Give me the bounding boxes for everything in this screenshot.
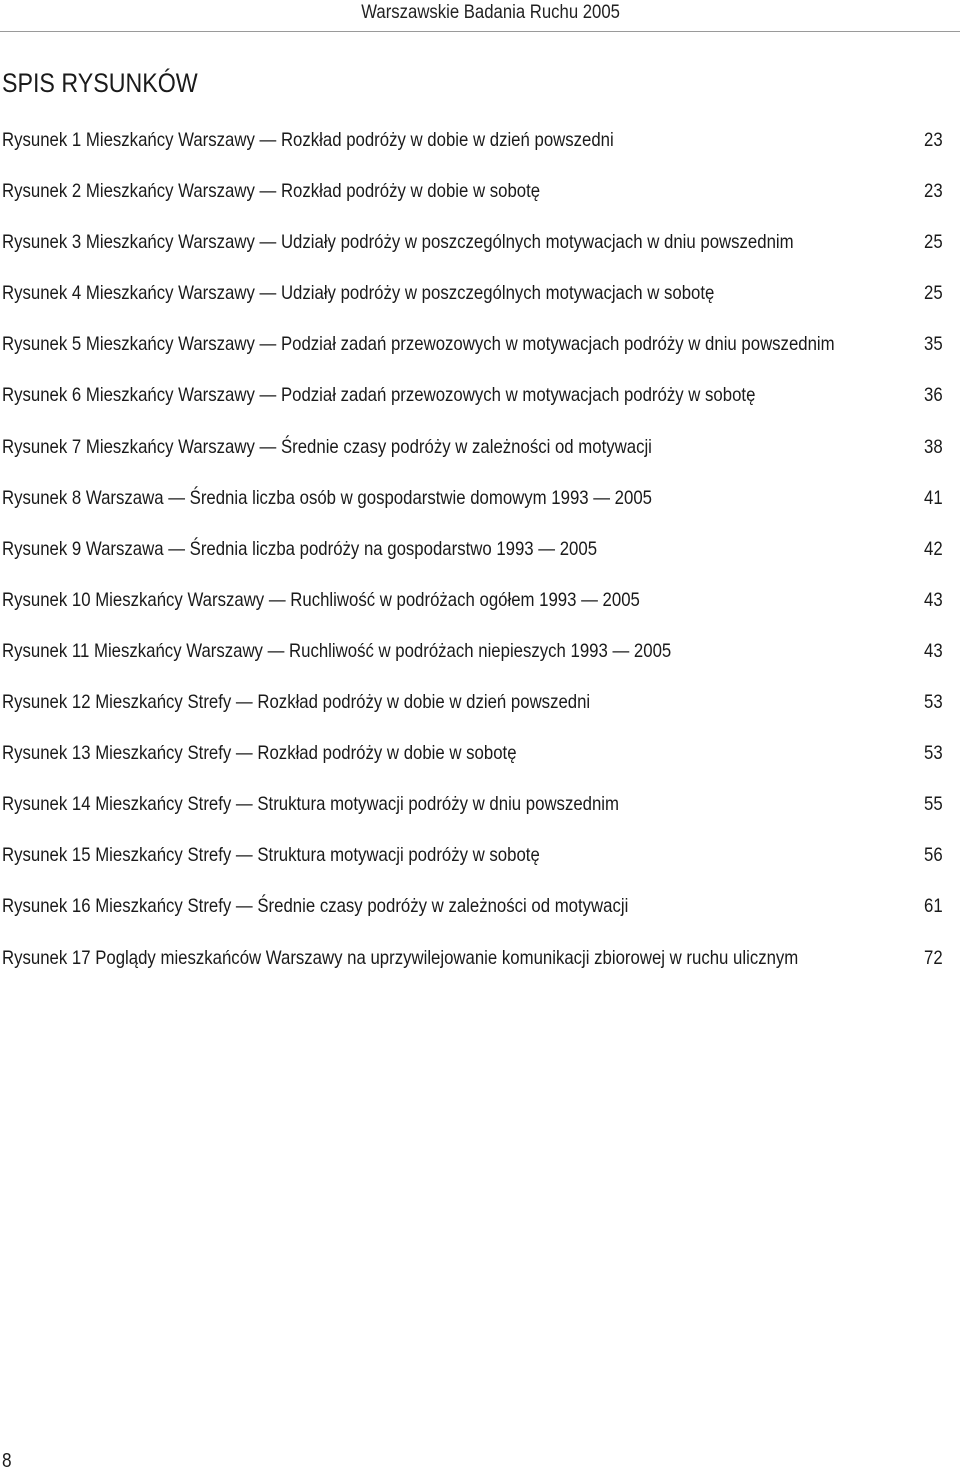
toc-entry-page: 53 <box>924 742 943 765</box>
toc-entry-page: 35 <box>924 333 943 356</box>
toc-entry <box>0 891 960 942</box>
toc-entry-page: 55 <box>924 793 943 816</box>
toc-entry-title: Rysunek 1 Mieszkańcy Warszawy — Rozkład podróży w dobie w dzień powszedni <box>2 129 614 151</box>
toc-entry-title: Rysunek 9 Warszawa — Średnia liczba podróży na gospodarstwo 1993 — 2005 <box>2 537 598 560</box>
toc-entry <box>0 687 960 738</box>
toc-entry <box>0 125 960 176</box>
page-number: 8 <box>2 1450 12 1472</box>
toc-entry <box>0 840 960 891</box>
toc-entry <box>0 380 960 431</box>
toc-entry-title: Rysunek 14 Mieszkańcy Strefy — Struktura motywacji podróży w dniu powszednim <box>2 793 620 816</box>
toc-entry-page: 25 <box>924 231 943 254</box>
toc-list <box>0 125 960 994</box>
toc-entry-title: Rysunek 8 Warszawa — Średnia liczba osób w gospodarstwie domowym 1993 — 2005 <box>2 486 652 509</box>
toc-entry <box>0 943 960 994</box>
toc-entry-title: Rysunek 11 Mieszkańcy Warszawy — Ruchliwość w podróżach niepieszych 1993 — 2005 <box>2 639 672 662</box>
toc-entry-page: 23 <box>924 129 943 151</box>
toc-entry-title: Rysunek 7 Mieszkańcy Warszawy — Średnie czasy podróży w zależności od motywacji <box>2 435 652 458</box>
toc-entry <box>0 329 960 380</box>
toc-entry <box>0 534 960 585</box>
toc-entry-page: 38 <box>924 435 943 458</box>
toc-entry-page: 56 <box>924 844 943 867</box>
toc-entry-title: Rysunek 2 Mieszkańcy Warszawy — Rozkład podróży w dobie w sobotę <box>2 180 541 203</box>
toc-entry-page: 42 <box>924 537 943 560</box>
running-header: Warszawskie Badania Ruchu 2005 <box>361 2 620 23</box>
toc-entry-page: 72 <box>924 946 943 969</box>
toc-entry-title: Rysunek 4 Mieszkańcy Warszawy — Udziały podróży w poszczególnych motywacjach w sobotę <box>2 282 715 305</box>
toc-entry-title: Rysunek 5 Mieszkańcy Warszawy — Podział zadań przewozowych w motywacjach podróży w dniu powszednim <box>2 333 835 356</box>
toc-entry-page: 43 <box>924 639 943 662</box>
toc-entry-title: Rysunek 10 Mieszkańcy Warszawy — Ruchliwość w podróżach ogółem 1993 — 2005 <box>2 588 640 611</box>
toc-entry-page: 61 <box>924 895 943 918</box>
toc-entry-title: Rysunek 16 Mieszkańcy Strefy — Średnie czasy podróży w zależności od motywacji <box>2 895 629 918</box>
toc-entry-title: Rysunek 17 Poglądy mieszkańców Warszawy na uprzywilejowanie komunikacji zbiorowej w ruchu ulicznym <box>2 946 799 969</box>
page-title: SPIS RYSUNKÓW <box>2 68 198 98</box>
header-rule <box>0 31 960 32</box>
toc-entry-page: 41 <box>924 486 943 509</box>
toc-entry <box>0 227 960 278</box>
toc-entry <box>0 278 960 329</box>
toc-entry-page: 23 <box>924 180 943 203</box>
toc-entry-title: Rysunek 12 Mieszkańcy Strefy — Rozkład podróży w dobie w dzień powszedni <box>2 691 591 714</box>
toc-entry-title: Rysunek 3 Mieszkańcy Warszawy — Udziały podróży w poszczególnych motywacjach w dniu powszednim <box>2 231 794 254</box>
toc-entry-page: 36 <box>924 384 943 407</box>
toc-entry <box>0 738 960 789</box>
toc-entry-page: 53 <box>924 691 943 714</box>
toc-entry-page: 25 <box>924 282 943 305</box>
toc-entry <box>0 789 960 840</box>
toc-entry <box>0 483 960 534</box>
toc-entry-title: Rysunek 6 Mieszkańcy Warszawy — Podział zadań przewozowych w motywacjach podróży w sobotę <box>2 384 756 407</box>
toc-entry <box>0 432 960 483</box>
toc-entry-title: Rysunek 15 Mieszkańcy Strefy — Struktura motywacji podróży w sobotę <box>2 844 540 867</box>
toc-entry-page: 43 <box>924 588 943 611</box>
toc-entry <box>0 585 960 636</box>
toc-entry <box>0 176 960 227</box>
toc-entry-title: Rysunek 13 Mieszkańcy Strefy — Rozkład podróży w dobie w sobotę <box>2 742 517 765</box>
toc-entry <box>0 636 960 687</box>
